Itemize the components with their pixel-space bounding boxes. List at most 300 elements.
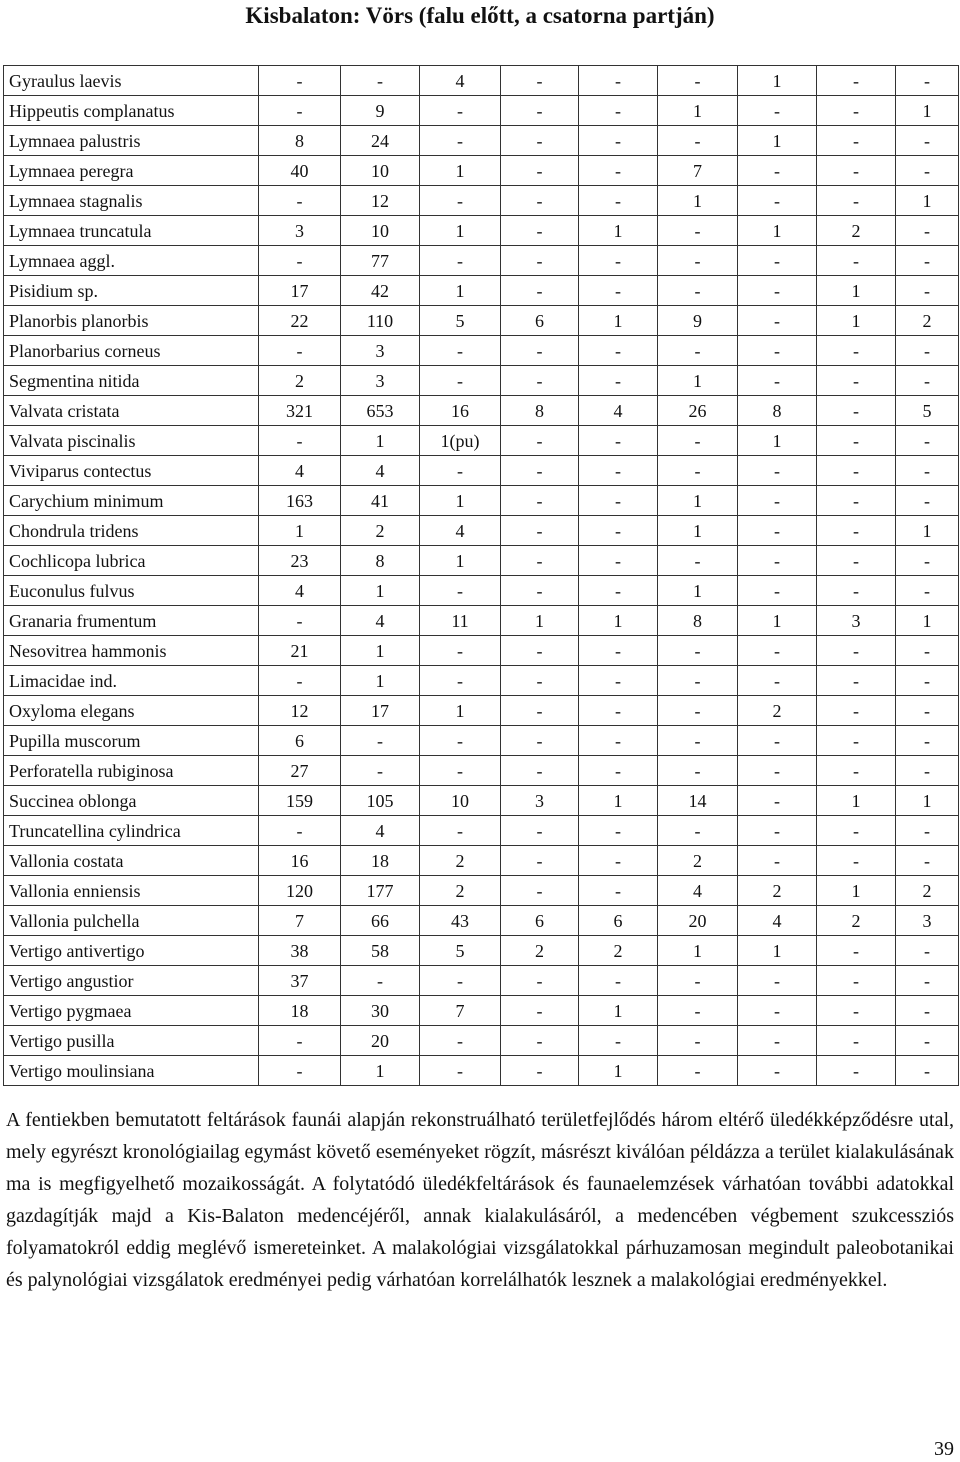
table-row xyxy=(4,996,959,1026)
count-cell: 120 xyxy=(259,876,341,906)
count-cell: - xyxy=(896,366,959,396)
count-cell: - xyxy=(579,576,658,606)
count-cell: - xyxy=(658,816,738,846)
count-cell: 1 xyxy=(579,786,658,816)
species-name-cell: Euconulus fulvus xyxy=(4,576,259,606)
count-cell: - xyxy=(896,576,959,606)
table-row xyxy=(4,756,959,786)
count-cell: 1 xyxy=(738,126,817,156)
count-cell: 1 xyxy=(259,516,341,546)
count-cell: 10 xyxy=(341,156,420,186)
count-cell: - xyxy=(420,576,501,606)
count-cell: 6 xyxy=(501,906,579,936)
count-cell: - xyxy=(579,186,658,216)
count-cell: - xyxy=(658,966,738,996)
count-cell: - xyxy=(420,336,501,366)
count-cell: - xyxy=(738,186,817,216)
count-cell: 8 xyxy=(658,606,738,636)
count-cell: 40 xyxy=(259,156,341,186)
count-cell: - xyxy=(579,696,658,726)
count-cell: 12 xyxy=(259,696,341,726)
species-name-cell: Carychium minimum xyxy=(4,486,259,516)
count-cell: - xyxy=(420,1056,501,1086)
count-cell: - xyxy=(501,816,579,846)
count-cell: - xyxy=(579,336,658,366)
species-name-cell: Pupilla muscorum xyxy=(4,726,259,756)
count-cell: 1 xyxy=(579,306,658,336)
count-cell: 1 xyxy=(817,786,896,816)
count-cell: - xyxy=(658,336,738,366)
count-cell: - xyxy=(658,1026,738,1056)
count-cell: - xyxy=(420,366,501,396)
count-cell: - xyxy=(259,1026,341,1056)
count-cell: - xyxy=(420,126,501,156)
species-name-cell: Valvata piscinalis xyxy=(4,426,259,456)
count-cell: - xyxy=(420,756,501,786)
table-row xyxy=(4,126,959,156)
count-cell: 1 xyxy=(658,366,738,396)
count-cell: - xyxy=(896,276,959,306)
count-cell: - xyxy=(896,846,959,876)
count-cell: - xyxy=(579,636,658,666)
count-cell: - xyxy=(501,426,579,456)
count-cell: - xyxy=(658,696,738,726)
count-cell: 1 xyxy=(738,936,817,966)
species-name-cell: Lymnaea stagnalis xyxy=(4,186,259,216)
count-cell: 2 xyxy=(501,936,579,966)
count-cell: 1(pu) xyxy=(420,426,501,456)
count-cell: - xyxy=(896,426,959,456)
count-cell: - xyxy=(501,336,579,366)
count-cell: - xyxy=(501,876,579,906)
table-row xyxy=(4,516,959,546)
count-cell: 17 xyxy=(341,696,420,726)
count-cell: 2 xyxy=(896,876,959,906)
count-cell: - xyxy=(501,576,579,606)
count-cell: - xyxy=(658,216,738,246)
species-name-cell: Vertigo pusilla xyxy=(4,1026,259,1056)
species-name-cell: Vertigo antivertigo xyxy=(4,936,259,966)
count-cell: 4 xyxy=(579,396,658,426)
count-cell: 2 xyxy=(420,876,501,906)
species-name-cell: Hippeutis complanatus xyxy=(4,96,259,126)
count-cell: - xyxy=(738,546,817,576)
count-cell: - xyxy=(738,636,817,666)
species-name-cell: Vertigo pygmaea xyxy=(4,996,259,1026)
count-cell: - xyxy=(259,96,341,126)
count-cell: - xyxy=(738,486,817,516)
count-cell: 8 xyxy=(501,396,579,426)
count-cell: 3 xyxy=(259,216,341,246)
count-cell: - xyxy=(658,996,738,1026)
body-paragraph: A fentiekben bemutatott feltárások faunái alapján rekonstruálható területfejlődés három eltérő üledékképződésre utal, mely egyrészt kronológiailag egymást követő eseményeket rögzít, másrészt kiválóan példázza a terület kialakulásának ma is megfigyelhető mozaikosságát. A folytatódó üledékfeltárások és faunaelemzések várhatóan további adatokkal gazdagítják majd a Kis-Balaton medencéjéről, annak kialakulásáról, a medencében végbement szukcessziós folyamatokról eddig meglévő ismereteinket. A malakológiai vizsgálatokkal párhuzamosan megindult paleobotanikai és palynológiai vizsgálatok eredményei pedig várhatóan korrelálhatók lesznek a malakológiai eredményekkel. xyxy=(6,1109,954,1291)
count-cell: - xyxy=(738,276,817,306)
count-cell: 23 xyxy=(259,546,341,576)
count-cell: 4 xyxy=(420,516,501,546)
count-cell: 1 xyxy=(579,1056,658,1086)
count-cell: - xyxy=(817,1026,896,1056)
count-cell: - xyxy=(501,66,579,96)
count-cell: 1 xyxy=(501,606,579,636)
count-cell: - xyxy=(738,156,817,186)
count-cell: - xyxy=(259,66,341,96)
species-name-cell: Lymnaea peregra xyxy=(4,156,259,186)
count-cell: - xyxy=(896,1026,959,1056)
table-row xyxy=(4,486,959,516)
table-row xyxy=(4,396,959,426)
table-row xyxy=(4,186,959,216)
count-cell: - xyxy=(896,156,959,186)
count-cell: - xyxy=(896,936,959,966)
table-row xyxy=(4,966,959,996)
count-cell: 110 xyxy=(341,306,420,336)
table-row xyxy=(4,306,959,336)
table-row xyxy=(4,246,959,276)
count-cell: - xyxy=(501,486,579,516)
count-cell: - xyxy=(501,666,579,696)
count-cell: 10 xyxy=(341,216,420,246)
count-cell: - xyxy=(738,666,817,696)
count-cell: - xyxy=(817,576,896,606)
count-cell: 1 xyxy=(738,216,817,246)
count-cell: 8 xyxy=(341,546,420,576)
count-cell: - xyxy=(817,996,896,1026)
count-cell: - xyxy=(501,156,579,186)
count-cell: - xyxy=(817,636,896,666)
count-cell: - xyxy=(738,1056,817,1086)
count-cell: 1 xyxy=(896,606,959,636)
count-cell: 2 xyxy=(420,846,501,876)
count-cell: 9 xyxy=(341,96,420,126)
count-cell: 2 xyxy=(658,846,738,876)
count-cell: 4 xyxy=(259,576,341,606)
count-cell: 16 xyxy=(259,846,341,876)
count-cell: - xyxy=(896,486,959,516)
count-cell: 1 xyxy=(341,636,420,666)
count-cell: - xyxy=(420,96,501,126)
count-cell: 30 xyxy=(341,996,420,1026)
count-cell: 2 xyxy=(341,516,420,546)
count-cell: 3 xyxy=(341,336,420,366)
count-cell: 4 xyxy=(341,606,420,636)
count-cell: 12 xyxy=(341,186,420,216)
count-cell: 4 xyxy=(420,66,501,96)
count-cell: 3 xyxy=(817,606,896,636)
count-cell: 1 xyxy=(579,606,658,636)
count-cell: 8 xyxy=(259,126,341,156)
count-cell: - xyxy=(738,846,817,876)
count-cell: - xyxy=(738,516,817,546)
species-name-cell: Segmentina nitida xyxy=(4,366,259,396)
count-cell: - xyxy=(501,546,579,576)
count-cell: - xyxy=(579,426,658,456)
count-cell: - xyxy=(738,456,817,486)
count-cell: - xyxy=(817,966,896,996)
count-cell: 1 xyxy=(817,306,896,336)
count-cell: - xyxy=(579,66,658,96)
count-cell: - xyxy=(259,816,341,846)
count-cell: - xyxy=(579,366,658,396)
count-cell: - xyxy=(579,1026,658,1056)
count-cell: - xyxy=(738,96,817,126)
count-cell: 22 xyxy=(259,306,341,336)
count-cell: 6 xyxy=(501,306,579,336)
count-cell: - xyxy=(817,336,896,366)
count-cell: 1 xyxy=(817,876,896,906)
count-cell: 1 xyxy=(658,516,738,546)
count-cell: 18 xyxy=(259,996,341,1026)
count-cell: - xyxy=(501,696,579,726)
count-cell: - xyxy=(658,456,738,486)
count-cell: 5 xyxy=(896,396,959,426)
count-cell: 2 xyxy=(738,696,817,726)
species-name-cell: Lymnaea palustris xyxy=(4,126,259,156)
count-cell: 38 xyxy=(259,936,341,966)
table-row xyxy=(4,576,959,606)
count-cell: - xyxy=(896,336,959,366)
count-cell: - xyxy=(501,186,579,216)
count-cell: - xyxy=(896,726,959,756)
count-cell: - xyxy=(501,966,579,996)
count-cell: 6 xyxy=(259,726,341,756)
count-cell: - xyxy=(817,936,896,966)
count-cell: - xyxy=(341,756,420,786)
count-cell: 1 xyxy=(341,576,420,606)
table-row xyxy=(4,426,959,456)
count-cell: 177 xyxy=(341,876,420,906)
count-cell: - xyxy=(341,726,420,756)
count-cell: - xyxy=(817,546,896,576)
count-cell: 1 xyxy=(658,186,738,216)
count-cell: 2 xyxy=(579,936,658,966)
count-cell: - xyxy=(579,96,658,126)
count-cell: 653 xyxy=(341,396,420,426)
count-cell: - xyxy=(896,246,959,276)
count-cell: 1 xyxy=(658,96,738,126)
count-cell: - xyxy=(420,966,501,996)
count-cell: - xyxy=(896,966,959,996)
count-cell: - xyxy=(658,756,738,786)
count-cell: - xyxy=(658,246,738,276)
count-cell: - xyxy=(738,816,817,846)
count-cell: 1 xyxy=(738,606,817,636)
count-cell: 17 xyxy=(259,276,341,306)
count-cell: 2 xyxy=(738,876,817,906)
table-row xyxy=(4,666,959,696)
table-row xyxy=(4,876,959,906)
count-cell: - xyxy=(579,156,658,186)
count-cell: 1 xyxy=(738,426,817,456)
count-cell: 11 xyxy=(420,606,501,636)
count-cell: - xyxy=(420,186,501,216)
count-cell: 7 xyxy=(259,906,341,936)
count-cell: 1 xyxy=(420,486,501,516)
count-cell: 58 xyxy=(341,936,420,966)
count-cell: - xyxy=(579,876,658,906)
count-cell: - xyxy=(259,606,341,636)
count-cell: 3 xyxy=(501,786,579,816)
count-cell: - xyxy=(817,156,896,186)
count-cell: - xyxy=(817,456,896,486)
species-name-cell: Vertigo angustior xyxy=(4,966,259,996)
count-cell: 105 xyxy=(341,786,420,816)
count-cell: - xyxy=(658,546,738,576)
table-row xyxy=(4,156,959,186)
count-cell: 1 xyxy=(420,546,501,576)
count-cell: - xyxy=(501,126,579,156)
count-cell: - xyxy=(896,546,959,576)
count-cell: - xyxy=(817,516,896,546)
table-row xyxy=(4,786,959,816)
count-cell: - xyxy=(658,126,738,156)
count-cell: - xyxy=(259,666,341,696)
count-cell: 4 xyxy=(341,456,420,486)
count-cell: 1 xyxy=(579,996,658,1026)
count-cell: - xyxy=(817,126,896,156)
count-cell: 1 xyxy=(420,276,501,306)
table-row xyxy=(4,96,959,126)
count-cell: 1 xyxy=(896,786,959,816)
count-cell: - xyxy=(896,666,959,696)
count-cell: - xyxy=(501,996,579,1026)
count-cell: - xyxy=(259,426,341,456)
species-name-cell: Nesovitrea hammonis xyxy=(4,636,259,666)
table-row xyxy=(4,696,959,726)
count-cell: - xyxy=(501,1026,579,1056)
count-cell: - xyxy=(817,726,896,756)
count-cell: - xyxy=(420,726,501,756)
count-cell: - xyxy=(738,1026,817,1056)
count-cell: - xyxy=(501,516,579,546)
count-cell: 1 xyxy=(579,216,658,246)
table-row xyxy=(4,546,959,576)
count-cell: - xyxy=(259,186,341,216)
count-cell: - xyxy=(817,396,896,426)
count-cell: 2 xyxy=(817,216,896,246)
count-cell: - xyxy=(896,216,959,246)
count-cell: - xyxy=(738,996,817,1026)
species-name-cell: Gyraulus laevis xyxy=(4,66,259,96)
count-cell: 77 xyxy=(341,246,420,276)
count-cell: - xyxy=(817,366,896,396)
count-cell: 21 xyxy=(259,636,341,666)
species-name-cell: Perforatella rubiginosa xyxy=(4,756,259,786)
count-cell: 66 xyxy=(341,906,420,936)
species-name-cell: Chondrula tridens xyxy=(4,516,259,546)
species-name-cell: Valvata cristata xyxy=(4,396,259,426)
count-cell: 1 xyxy=(658,576,738,606)
count-cell: 1 xyxy=(420,696,501,726)
count-cell: 1 xyxy=(420,216,501,246)
count-cell: 3 xyxy=(341,366,420,396)
species-name-cell: Viviparus contectus xyxy=(4,456,259,486)
count-cell: - xyxy=(658,666,738,696)
count-cell: 1 xyxy=(341,666,420,696)
species-name-cell: Vallonia pulchella xyxy=(4,906,259,936)
page-title: Kisbalaton: Vörs (falu előtt, a csatorna partján) xyxy=(245,3,715,28)
count-cell: - xyxy=(896,636,959,666)
count-cell: 2 xyxy=(259,366,341,396)
count-cell: 4 xyxy=(658,876,738,906)
species-name-cell: Oxyloma elegans xyxy=(4,696,259,726)
table-row xyxy=(4,846,959,876)
count-cell: 1 xyxy=(658,936,738,966)
count-cell: - xyxy=(896,816,959,846)
count-cell: - xyxy=(341,966,420,996)
count-cell: - xyxy=(738,966,817,996)
count-cell: - xyxy=(817,756,896,786)
count-cell: 18 xyxy=(341,846,420,876)
count-cell: 4 xyxy=(259,456,341,486)
count-cell: - xyxy=(579,666,658,696)
table-row xyxy=(4,636,959,666)
count-cell: - xyxy=(501,246,579,276)
count-cell: - xyxy=(501,846,579,876)
count-cell: - xyxy=(420,456,501,486)
count-cell: 2 xyxy=(896,306,959,336)
count-cell: 163 xyxy=(259,486,341,516)
count-cell: - xyxy=(579,756,658,786)
table-row xyxy=(4,1056,959,1086)
count-cell: 1 xyxy=(817,276,896,306)
count-cell: 2 xyxy=(817,906,896,936)
table-row xyxy=(4,906,959,936)
table-row xyxy=(4,276,959,306)
count-cell: - xyxy=(579,486,658,516)
count-cell: 1 xyxy=(738,66,817,96)
count-cell: 5 xyxy=(420,306,501,336)
count-cell: - xyxy=(738,336,817,366)
species-name-cell: Succinea oblonga xyxy=(4,786,259,816)
count-cell: 43 xyxy=(420,906,501,936)
species-name-cell: Lymnaea truncatula xyxy=(4,216,259,246)
count-cell: 14 xyxy=(658,786,738,816)
count-cell: - xyxy=(738,306,817,336)
count-cell: - xyxy=(259,1056,341,1086)
table-row xyxy=(4,456,959,486)
count-cell: 9 xyxy=(658,306,738,336)
count-cell: - xyxy=(896,1056,959,1086)
count-cell: - xyxy=(259,246,341,276)
count-cell: - xyxy=(579,726,658,756)
count-cell: - xyxy=(738,366,817,396)
count-cell: - xyxy=(501,216,579,246)
count-cell: 8 xyxy=(738,396,817,426)
count-cell: 20 xyxy=(658,906,738,936)
species-name-cell: Cochlicopa lubrica xyxy=(4,546,259,576)
table-row xyxy=(4,816,959,846)
count-cell: - xyxy=(896,456,959,486)
table-row xyxy=(4,1026,959,1056)
count-cell: - xyxy=(817,426,896,456)
count-cell: - xyxy=(817,666,896,696)
count-cell: 42 xyxy=(341,276,420,306)
count-cell: - xyxy=(896,696,959,726)
count-cell: 321 xyxy=(259,396,341,426)
count-cell: - xyxy=(817,846,896,876)
count-cell: - xyxy=(896,126,959,156)
count-cell: - xyxy=(501,276,579,306)
count-cell: - xyxy=(658,426,738,456)
page-number: 39 xyxy=(934,1438,954,1460)
count-cell: 1 xyxy=(896,516,959,546)
count-cell: - xyxy=(896,996,959,1026)
table-row xyxy=(4,606,959,636)
species-name-cell: Planorbis planorbis xyxy=(4,306,259,336)
count-cell: 4 xyxy=(738,906,817,936)
table-row xyxy=(4,66,959,96)
count-cell: - xyxy=(658,726,738,756)
